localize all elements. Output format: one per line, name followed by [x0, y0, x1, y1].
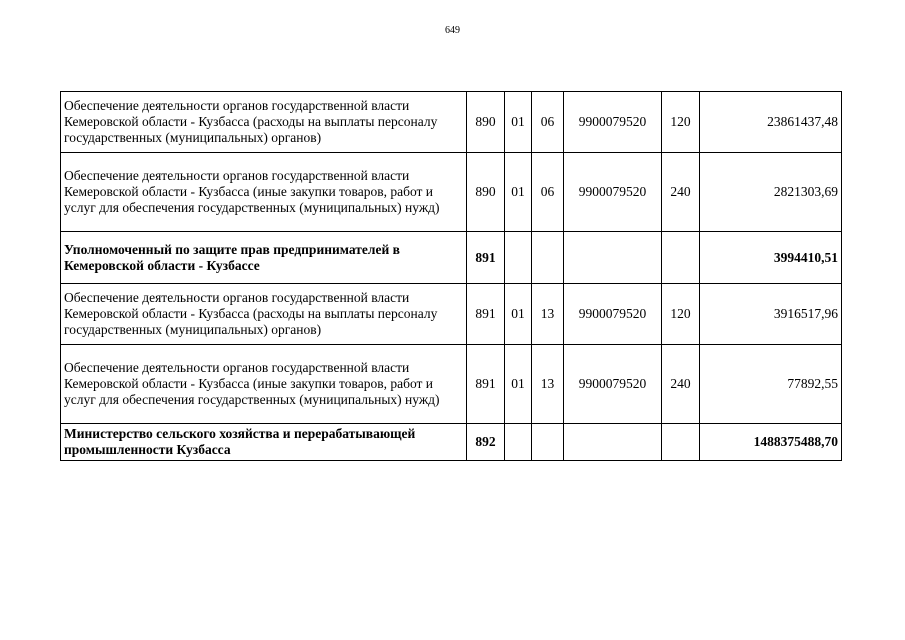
table-row	[61, 345, 842, 424]
expense-type-code: 240	[662, 345, 700, 424]
page-number: 649	[445, 25, 460, 36]
target-article-code	[564, 424, 662, 461]
section-code: 01	[505, 92, 532, 153]
table-row	[61, 92, 842, 153]
target-article-code	[564, 232, 662, 284]
subsection-code: 13	[532, 345, 564, 424]
section-code: 01	[505, 284, 532, 345]
amount: 3994410,51	[700, 232, 842, 284]
section-code	[505, 424, 532, 461]
ministry-code: 892	[467, 424, 505, 461]
target-article-code: 9900079520	[564, 345, 662, 424]
expense-type-code: 120	[662, 92, 700, 153]
ministry-code: 890	[467, 92, 505, 153]
expense-name: Обеспечение деятельности органов государственной власти Кемеровской области - Кузбасса (иные закупки товаров, работ и услуг для обеспечения государственных (муниципальных) нужд)	[61, 153, 467, 232]
expense-type-code: 120	[662, 284, 700, 345]
table-row	[61, 232, 842, 284]
target-article-code: 9900079520	[564, 153, 662, 232]
budget-table	[60, 91, 842, 461]
expense-name: Уполномоченный по защите прав предпринимателей в Кемеровской области - Кузбассе	[61, 232, 467, 284]
expense-type-code	[662, 424, 700, 461]
subsection-code: 06	[532, 92, 564, 153]
table-row	[61, 424, 842, 461]
table-row	[61, 284, 842, 345]
subsection-code	[532, 232, 564, 284]
amount: 77892,55	[700, 345, 842, 424]
expense-type-code: 240	[662, 153, 700, 232]
expense-name: Обеспечение деятельности органов государственной власти Кемеровской области - Кузбасса (иные закупки товаров, работ и услуг для обеспечения государственных (муниципальных) нужд)	[61, 345, 467, 424]
expense-name: Обеспечение деятельности органов государственной власти Кемеровской области - Кузбасса (расходы на выплаты персоналу государственных (муниципальных) органов)	[61, 92, 467, 153]
amount: 3916517,96	[700, 284, 842, 345]
section-code: 01	[505, 345, 532, 424]
expense-name: Министерство сельского хозяйства и перерабатывающей промышленности Кузбасса	[61, 424, 467, 461]
ministry-code: 891	[467, 284, 505, 345]
amount: 1488375488,70	[700, 424, 842, 461]
target-article-code: 9900079520	[564, 284, 662, 345]
ministry-code: 890	[467, 153, 505, 232]
ministry-code: 891	[467, 232, 505, 284]
ministry-code: 891	[467, 345, 505, 424]
subsection-code: 06	[532, 153, 564, 232]
subsection-code: 13	[532, 284, 564, 345]
section-code: 01	[505, 153, 532, 232]
amount: 23861437,48	[700, 92, 842, 153]
subsection-code	[532, 424, 564, 461]
table-row	[61, 153, 842, 232]
section-code	[505, 232, 532, 284]
expense-name: Обеспечение деятельности органов государственной власти Кемеровской области - Кузбасса (расходы на выплаты персоналу государственных (муниципальных) органов)	[61, 284, 467, 345]
target-article-code: 9900079520	[564, 92, 662, 153]
amount: 2821303,69	[700, 153, 842, 232]
expense-type-code	[662, 232, 700, 284]
